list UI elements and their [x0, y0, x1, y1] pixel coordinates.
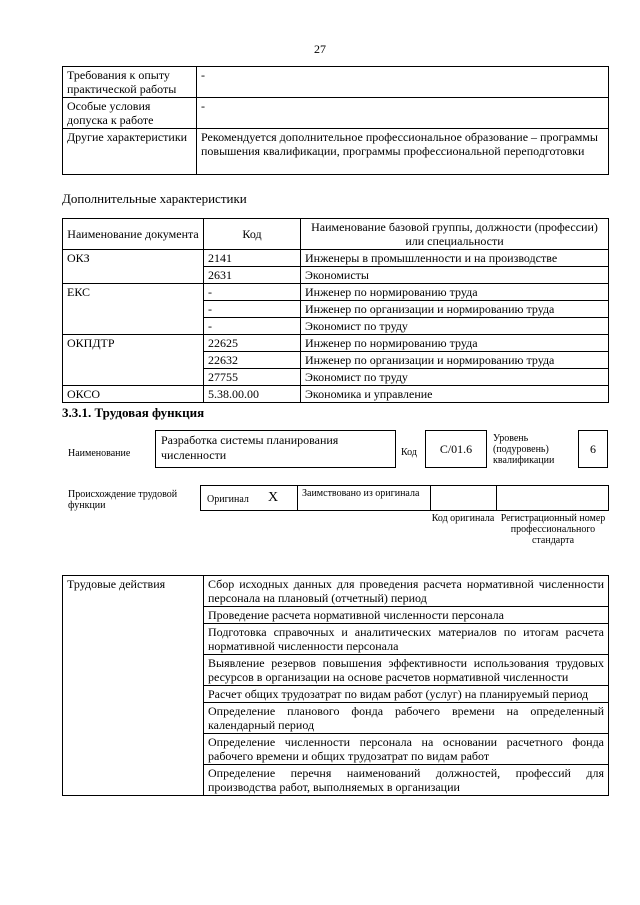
borrowed-label: Заимствовано из оригинала	[302, 488, 420, 499]
code-cell: -	[204, 318, 301, 335]
table-row	[63, 250, 609, 267]
header-doc: Наименование документа	[63, 219, 204, 250]
code-original-label: Код оригинала	[431, 513, 495, 524]
doc-cell: ОКСО	[63, 386, 204, 403]
function-name-value: Разработка системы планирования численности	[161, 433, 339, 462]
action-item: Определение перечня наименований должностей, профессий для производства работ, выполняемых в организации	[204, 765, 609, 796]
name-cell: Экономист по труду	[301, 318, 609, 335]
name-cell: Экономист по труду	[301, 369, 609, 386]
actions-table	[62, 575, 609, 796]
table-row	[63, 576, 609, 607]
name-cell: Экономисты	[301, 267, 609, 284]
code-cell: 2631	[204, 267, 301, 284]
code-cell: 27755	[204, 369, 301, 386]
doc-cell: ЕКС	[63, 284, 204, 335]
page-number: 27	[314, 42, 326, 56]
name-cell: Инженер по нормированию труда	[301, 335, 609, 352]
code-cell: 22632	[204, 352, 301, 369]
divider	[496, 485, 497, 511]
header-code: Код	[204, 219, 301, 250]
action-item: Выявление резервов повышения эффективности использования трудовых ресурсов в организации на основе расчетов нормативной численности	[204, 655, 609, 686]
registration-number-label: Регистрационный номер профессионального стандарта	[500, 513, 606, 546]
code-value: C/01.6	[425, 430, 487, 468]
table-row	[63, 98, 609, 129]
requirement-label: Особые условия допуска к работе	[63, 98, 197, 129]
name-cell: Инженер по организации и нормированию труда	[301, 301, 609, 318]
requirement-value: -	[197, 98, 609, 129]
requirement-value: Рекомендуется дополнительное профессиональное образование – программы повышения квалификации, программы профессиональной переподготовки	[197, 129, 609, 175]
function-name-box	[155, 430, 396, 468]
doc-cell: ОКПДТР	[63, 335, 204, 386]
additional-table	[62, 218, 609, 403]
actions-label: Трудовые действия	[63, 576, 204, 796]
code-label: Код	[401, 447, 417, 458]
code-cell: -	[204, 301, 301, 318]
action-item: Расчет общих трудозатрат по видам работ (услуг) на планируемый период	[204, 686, 609, 703]
table-row	[63, 386, 609, 403]
table-header-row	[63, 219, 609, 250]
action-item: Определение планового фонда рабочего времени на определенный календарный период	[204, 703, 609, 734]
original-label: Оригинал	[207, 494, 249, 505]
header-name: Наименование базовой группы, должности (профессии) или специальности	[301, 219, 609, 250]
divider	[430, 485, 431, 511]
function-name-label: Наименование	[68, 448, 131, 459]
doc-cell: ОКЗ	[63, 250, 204, 284]
divider	[297, 485, 298, 511]
level-label: Уровень (подуровень) квалификации	[493, 433, 555, 466]
requirement-value: -	[197, 67, 609, 98]
level-value: 6	[578, 430, 608, 468]
table-row	[63, 284, 609, 301]
origin-label: Происхождение трудовой функции	[68, 489, 178, 511]
requirement-label: Требования к опыту практической работы	[63, 67, 197, 98]
name-cell: Инженеры в промышленности и на производстве	[301, 250, 609, 267]
original-mark: X	[268, 490, 279, 505]
table-row	[63, 67, 609, 98]
table-row	[63, 129, 609, 175]
requirement-label: Другие характеристики	[63, 129, 197, 175]
code-cell: 5.38.00.00	[204, 386, 301, 403]
name-cell: Инженер по нормированию труда	[301, 284, 609, 301]
name-cell: Экономика и управление	[301, 386, 609, 403]
action-item: Определение численности персонала на основании расчетного фонда рабочего времени и общих трудозатрат по видам работ	[204, 734, 609, 765]
action-item: Сбор исходных данных для проведения расчета нормативной численности персонала на плановый (отчетный) период	[204, 576, 609, 607]
action-item: Подготовка справочных и аналитических материалов по итогам расчета нормативной численности персонала	[204, 624, 609, 655]
code-cell: -	[204, 284, 301, 301]
code-cell: 2141	[204, 250, 301, 267]
name-cell: Инженер по организации и нормированию труда	[301, 352, 609, 369]
requirements-table	[62, 66, 609, 175]
table-row	[63, 335, 609, 352]
action-item: Проведение расчета нормативной численности персонала	[204, 607, 609, 624]
function-heading: 3.3.1. Трудовая функция	[62, 405, 205, 420]
additional-title: Дополнительные характеристики	[62, 191, 247, 206]
code-cell: 22625	[204, 335, 301, 352]
